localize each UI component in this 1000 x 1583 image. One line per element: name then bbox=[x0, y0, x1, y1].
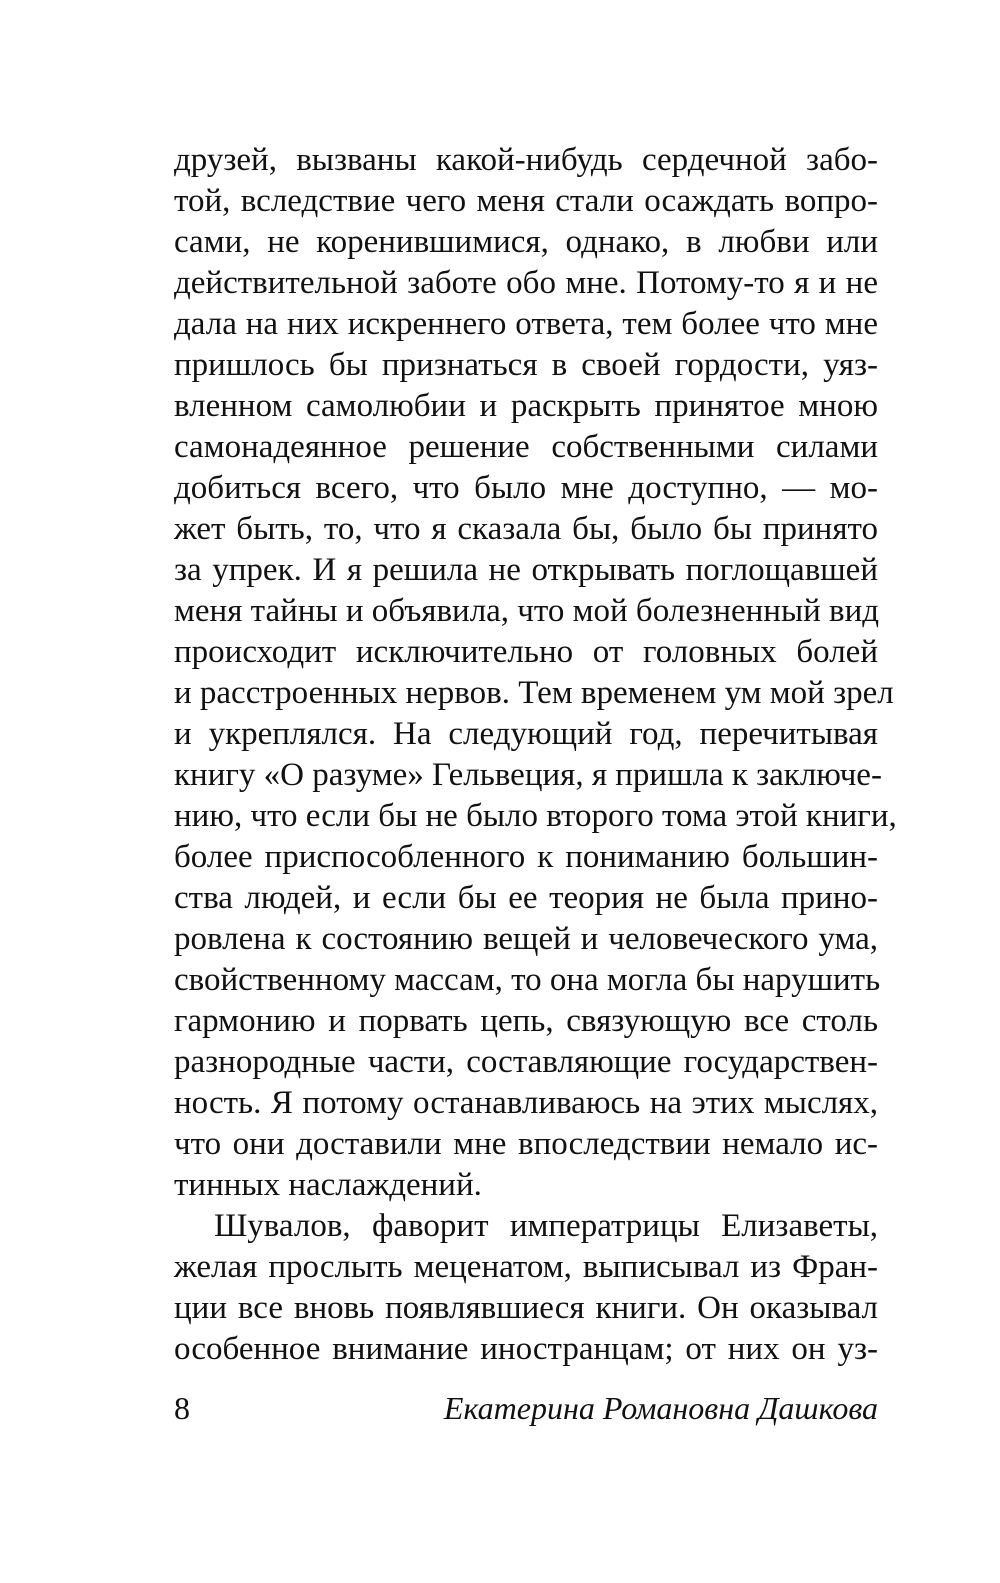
body-text bbox=[174, 140, 897, 1370]
text-line: той, вследствие чего меня стали осаждать вопро- bbox=[174, 183, 878, 219]
page-number: 8 bbox=[174, 1390, 190, 1426]
text-line: что они доставили мне впоследствии немало ис- bbox=[174, 1126, 878, 1162]
text-line: разнородные части, составляющие государствен- bbox=[174, 1044, 878, 1080]
text-line: желая прослыть меценатом, выписывал из Фран- bbox=[174, 1249, 878, 1285]
text-line: вленном самолюбии и раскрыть принятое мною bbox=[174, 388, 878, 424]
text-line: за упрек. И я решила не открывать поглощавшей bbox=[174, 552, 878, 588]
text-line: дала на них искреннего ответа, тем более что мне bbox=[174, 306, 878, 342]
text-line: гармонию и порвать цепь, связующую все столь bbox=[174, 1003, 878, 1039]
page-footer bbox=[174, 1388, 878, 1428]
running-author: Екатерина Романовна Дашкова bbox=[443, 1390, 878, 1426]
text-line: меня тайны и объявила, что мой болезненный вид bbox=[174, 593, 880, 629]
text-line: свойственному массам, то она могла бы нарушить bbox=[174, 962, 881, 998]
text-line: происходит исключительно от головных болей bbox=[174, 634, 878, 670]
paragraph-end-line: тинных наслаждений. bbox=[174, 1167, 482, 1203]
text-line: пришлось бы признаться в своей гордости, уяз- bbox=[174, 347, 878, 383]
text-line: и расстроенных нервов. Тем временем ум мой зрел bbox=[174, 675, 894, 711]
text-line: ность. Я потому останавливаюсь на этих мыслях, bbox=[174, 1085, 878, 1121]
text-line: друзей, вызваны какой-нибудь сердечной забо- bbox=[174, 142, 878, 178]
paragraph-start-line: Шувалов, фаворит императрицы Елизаветы, bbox=[214, 1208, 878, 1244]
text-line: книгу «О разуме» Гельвеция, я пришла к заключе- bbox=[174, 757, 882, 793]
text-line: действительной заботе обо мне. Потому-то я и не bbox=[174, 265, 878, 301]
text-line: и укреплялся. На следующий год, перечитывая bbox=[174, 716, 878, 752]
text-line: нию, что если бы не было второго тома этой книги, bbox=[174, 798, 897, 834]
text-line: самонадеянное решение собственными силами bbox=[174, 429, 878, 465]
text-line: добиться всего, что было мне доступно, — мо- bbox=[174, 470, 878, 506]
text-line: более приспособленного к пониманию большин- bbox=[174, 839, 878, 875]
text-line: особенное внимание иностранцам; от них он уз- bbox=[174, 1331, 878, 1367]
text-line: ровлена к состоянию вещей и человеческого ума, bbox=[174, 921, 878, 957]
text-line: ции все вновь появлявшиеся книги. Он оказывал bbox=[174, 1290, 878, 1326]
text-line: жет быть, то, что я сказала бы, было бы принято bbox=[174, 511, 878, 547]
text-line: сами, не коренившимися, однако, в любви или bbox=[174, 224, 878, 260]
text-line: ства людей, и если бы ее теория не была прино- bbox=[174, 880, 878, 916]
